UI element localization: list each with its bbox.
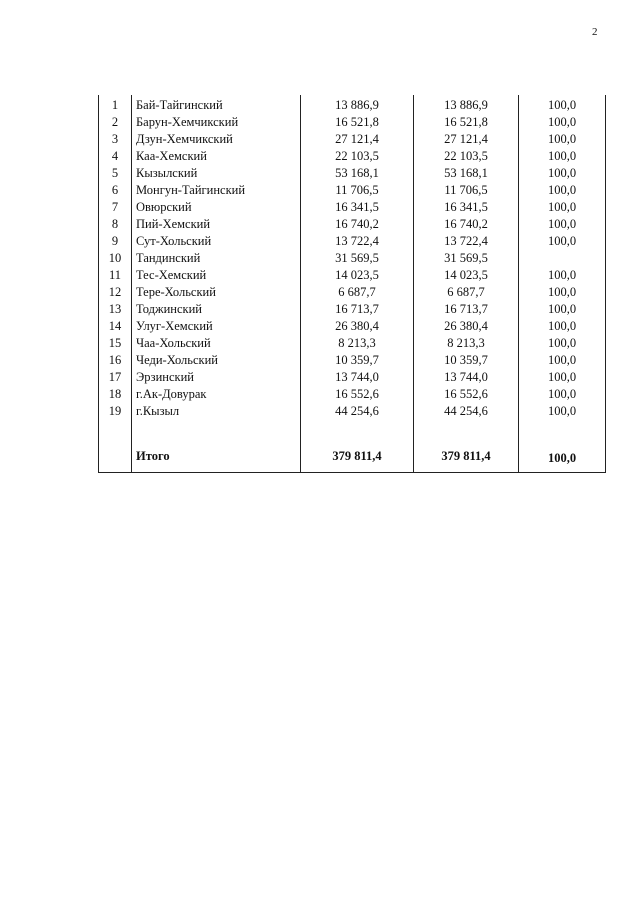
row-number: 3 xyxy=(99,131,132,148)
row-number: 4 xyxy=(99,148,132,165)
value-b: 11 706,5 xyxy=(414,182,519,199)
district-name: Тоджинский xyxy=(132,301,301,318)
row-number: 1 xyxy=(99,95,132,114)
table-row xyxy=(99,165,606,182)
value-a: 26 380,4 xyxy=(301,318,414,335)
value-a: 13 722,4 xyxy=(301,233,414,250)
value-a: 16 713,7 xyxy=(301,301,414,318)
value-b: 16 713,7 xyxy=(414,301,519,318)
table-row xyxy=(99,352,606,369)
percent: 100,0 xyxy=(519,131,606,148)
row-number: 17 xyxy=(99,369,132,386)
table-row xyxy=(99,148,606,165)
value-b: 10 359,7 xyxy=(414,352,519,369)
value-b: 27 121,4 xyxy=(414,131,519,148)
row-number: 7 xyxy=(99,199,132,216)
spacer-row xyxy=(99,420,606,440)
value-a: 13 744,0 xyxy=(301,369,414,386)
percent: 100,0 xyxy=(519,114,606,131)
row-number: 15 xyxy=(99,335,132,352)
percent: 100,0 xyxy=(519,182,606,199)
value-b: 16 552,6 xyxy=(414,386,519,403)
percent: 100,0 xyxy=(519,199,606,216)
value-a: 8 213,3 xyxy=(301,335,414,352)
percent: 100,0 xyxy=(519,216,606,233)
row-number: 5 xyxy=(99,165,132,182)
district-name: Каа-Хемский xyxy=(132,148,301,165)
value-a: 16 521,8 xyxy=(301,114,414,131)
district-name: г.Ак-Довурак xyxy=(132,386,301,403)
table-row xyxy=(99,386,606,403)
table-row xyxy=(99,182,606,199)
table-row xyxy=(99,403,606,420)
value-a: 13 886,9 xyxy=(301,95,414,114)
page-number: 2 xyxy=(592,26,598,38)
table-row xyxy=(99,131,606,148)
value-b: 26 380,4 xyxy=(414,318,519,335)
row-number: 2 xyxy=(99,114,132,131)
value-b: 16 740,2 xyxy=(414,216,519,233)
table-row xyxy=(99,216,606,233)
total-value-a: 379 811,4 xyxy=(301,440,414,473)
value-a: 6 687,7 xyxy=(301,284,414,301)
row-number: 11 xyxy=(99,267,132,284)
total-label: Итого xyxy=(132,440,301,473)
row-number: 13 xyxy=(99,301,132,318)
row-number: 19 xyxy=(99,403,132,420)
total-percent: 100,0 xyxy=(519,440,606,473)
value-a: 27 121,4 xyxy=(301,131,414,148)
row-number: 16 xyxy=(99,352,132,369)
value-a: 22 103,5 xyxy=(301,148,414,165)
percent: 100,0 xyxy=(519,386,606,403)
row-number: 8 xyxy=(99,216,132,233)
percent: 100,0 xyxy=(519,301,606,318)
value-a: 16 341,5 xyxy=(301,199,414,216)
district-name: Барун-Хемчикский xyxy=(132,114,301,131)
value-b: 6 687,7 xyxy=(414,284,519,301)
table-row xyxy=(99,284,606,301)
value-b: 16 341,5 xyxy=(414,199,519,216)
total-value-b: 379 811,4 xyxy=(414,440,519,473)
percent: 100,0 xyxy=(519,284,606,301)
value-b: 16 521,8 xyxy=(414,114,519,131)
district-name: г.Кызыл xyxy=(132,403,301,420)
value-b: 13 886,9 xyxy=(414,95,519,114)
value-b: 31 569,5 xyxy=(414,250,519,267)
district-name: Пий-Хемский xyxy=(132,216,301,233)
table-row xyxy=(99,318,606,335)
percent: 100,0 xyxy=(519,233,606,250)
value-b: 13 744,0 xyxy=(414,369,519,386)
value-a: 11 706,5 xyxy=(301,182,414,199)
value-b: 8 213,3 xyxy=(414,335,519,352)
value-b: 53 168,1 xyxy=(414,165,519,182)
value-a: 14 023,5 xyxy=(301,267,414,284)
value-a: 31 569,5 xyxy=(301,250,414,267)
percent: 100,0 xyxy=(519,369,606,386)
percent: 100,0 xyxy=(519,352,606,369)
percent: 100,0 xyxy=(519,165,606,182)
row-number: 6 xyxy=(99,182,132,199)
row-number: 14 xyxy=(99,318,132,335)
row-number: 18 xyxy=(99,386,132,403)
district-name: Улуг-Хемский xyxy=(132,318,301,335)
table-row xyxy=(99,335,606,352)
value-b: 13 722,4 xyxy=(414,233,519,250)
row-number: 10 xyxy=(99,250,132,267)
value-b: 44 254,6 xyxy=(414,403,519,420)
table-row xyxy=(99,95,606,114)
district-name: Тере-Хольский xyxy=(132,284,301,301)
district-name: Бай-Тайгинский xyxy=(132,95,301,114)
value-a: 10 359,7 xyxy=(301,352,414,369)
value-b: 14 023,5 xyxy=(414,267,519,284)
table-body xyxy=(99,95,606,473)
table-row xyxy=(99,301,606,318)
value-b: 22 103,5 xyxy=(414,148,519,165)
district-name: Дзун-Хемчикский xyxy=(132,131,301,148)
percent: 100,0 xyxy=(519,267,606,284)
district-name: Тандинский xyxy=(132,250,301,267)
percent: 100,0 xyxy=(519,403,606,420)
district-name: Тес-Хемский xyxy=(132,267,301,284)
percent: 100,0 xyxy=(519,148,606,165)
row-number: 12 xyxy=(99,284,132,301)
value-a: 44 254,6 xyxy=(301,403,414,420)
value-a: 53 168,1 xyxy=(301,165,414,182)
table-row xyxy=(99,199,606,216)
data-table xyxy=(98,95,606,473)
table-row xyxy=(99,114,606,131)
row-number: 9 xyxy=(99,233,132,250)
district-name: Чеди-Хольский xyxy=(132,352,301,369)
value-a: 16 552,6 xyxy=(301,386,414,403)
district-name: Сут-Хольский xyxy=(132,233,301,250)
table-row xyxy=(99,369,606,386)
district-name: Овюрский xyxy=(132,199,301,216)
district-name: Чаа-Хольский xyxy=(132,335,301,352)
table-row xyxy=(99,250,606,267)
percent xyxy=(519,250,606,267)
total-row xyxy=(99,440,606,473)
district-name: Кызылский xyxy=(132,165,301,182)
district-name: Эрзинский xyxy=(132,369,301,386)
table-row xyxy=(99,233,606,250)
percent: 100,0 xyxy=(519,318,606,335)
value-a: 16 740,2 xyxy=(301,216,414,233)
table-row xyxy=(99,267,606,284)
percent: 100,0 xyxy=(519,95,606,114)
percent: 100,0 xyxy=(519,335,606,352)
district-name: Монгун-Тайгинский xyxy=(132,182,301,199)
